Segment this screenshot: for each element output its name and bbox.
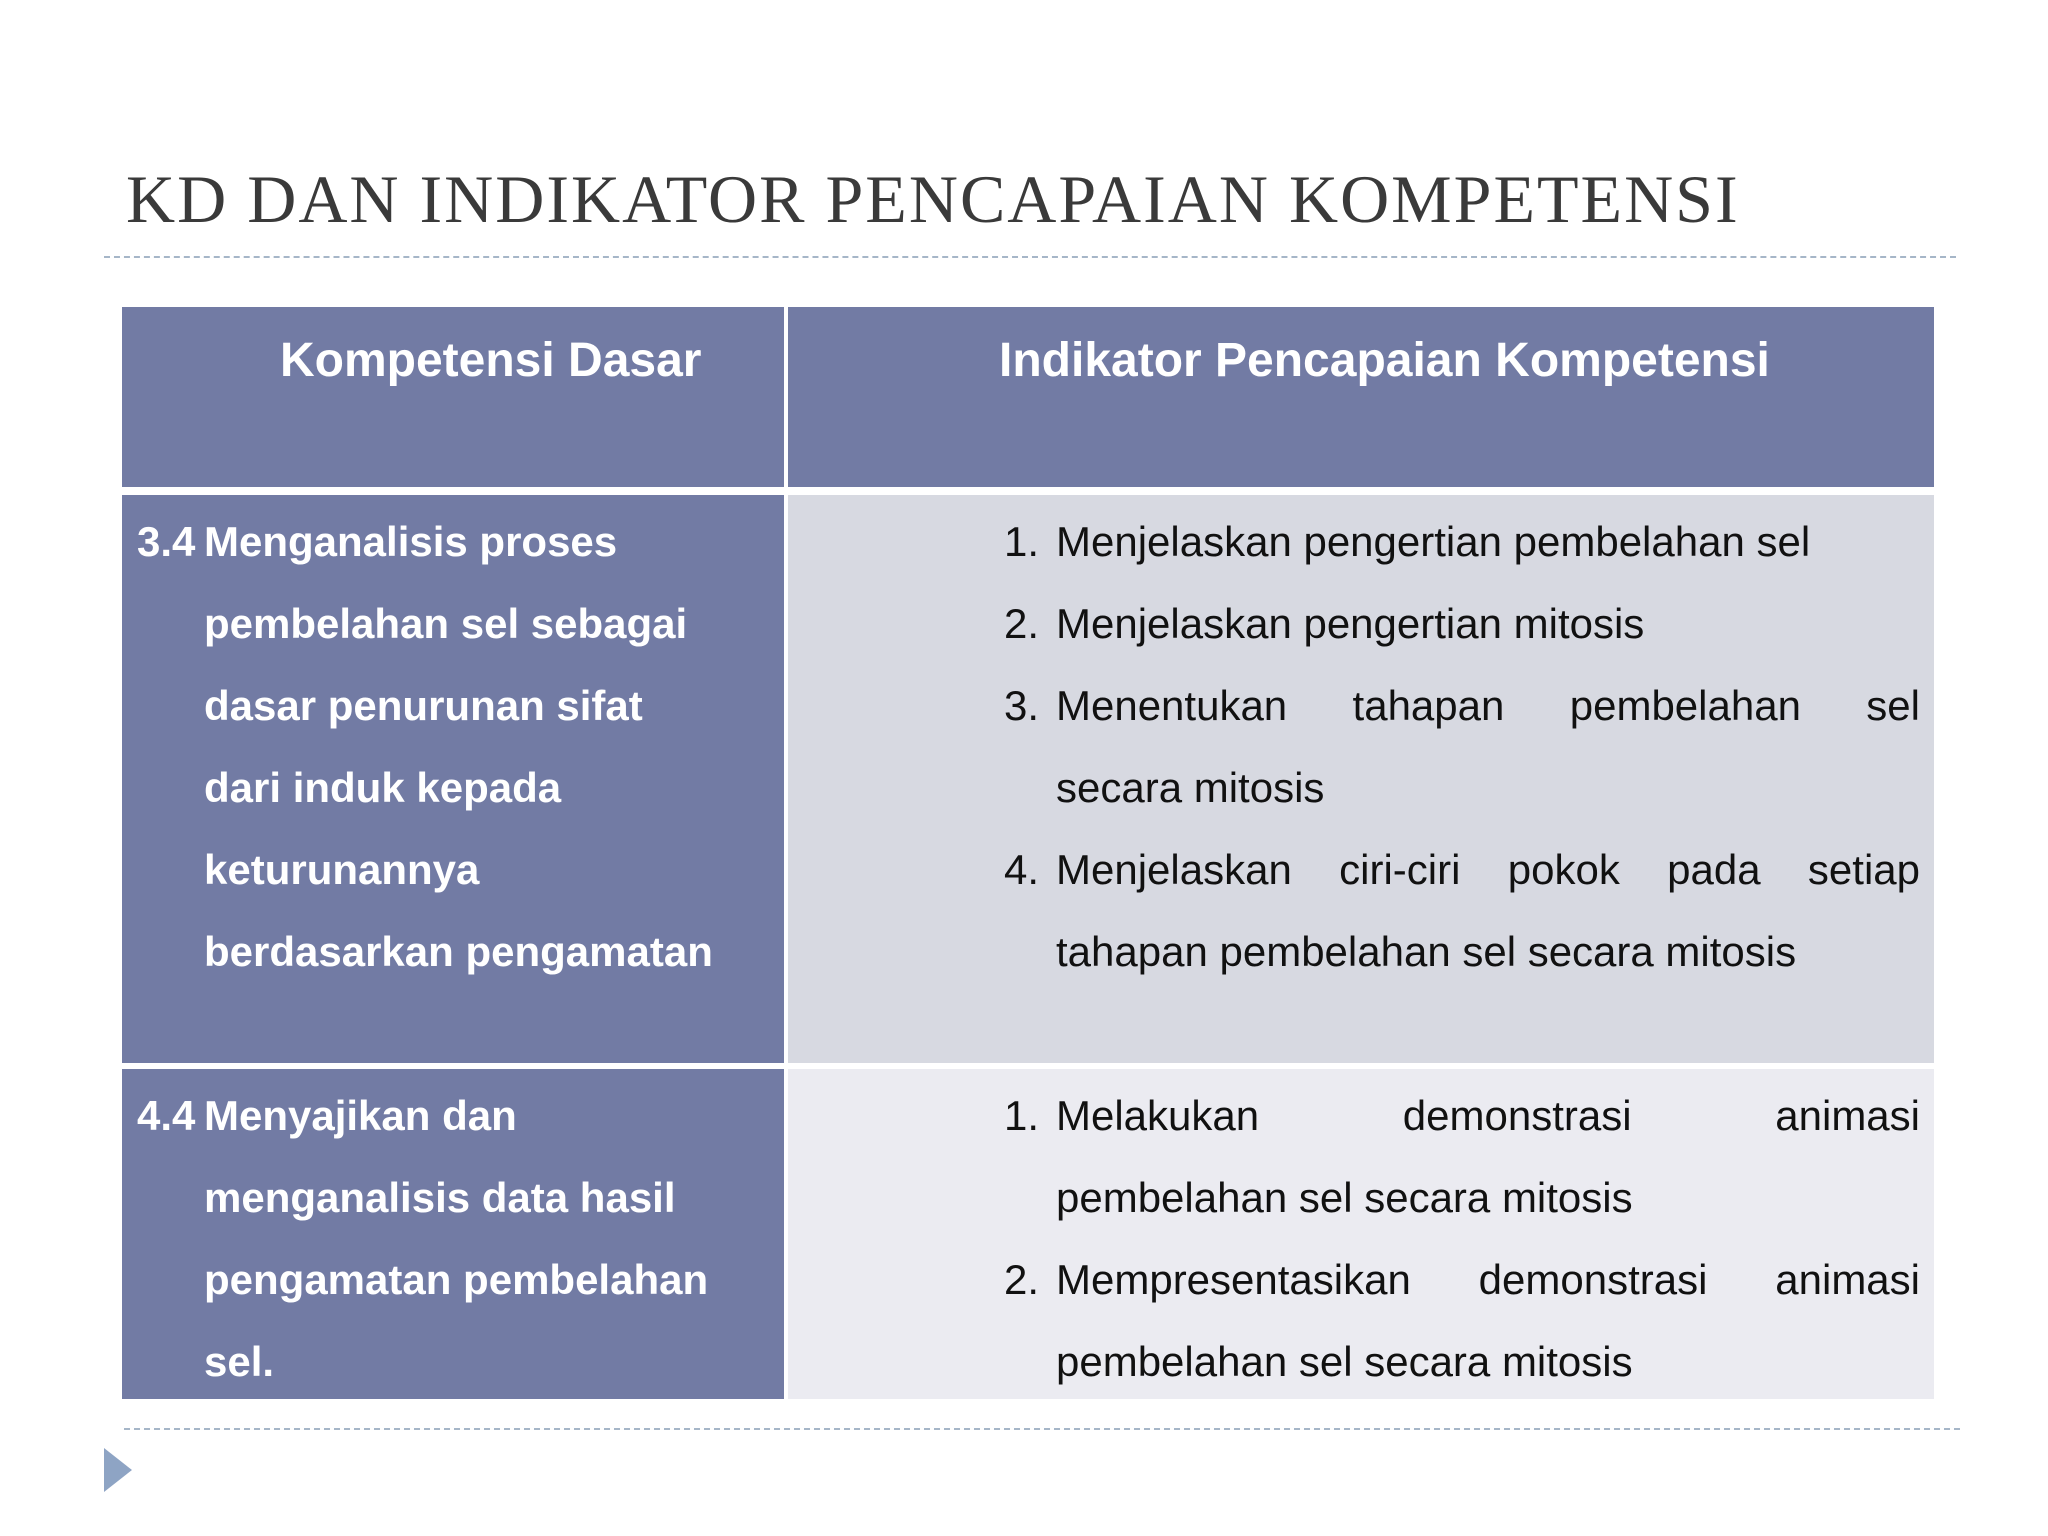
indicator-text-line: pembelahan sel secara mitosis: [1056, 1338, 1633, 1385]
kd-text-line: pengamatan pembelahan: [204, 1256, 709, 1303]
indicator-text-line: secara mitosis: [1056, 764, 1325, 811]
kd-text-line: pembelahan sel sebagai: [204, 600, 688, 647]
competency-table: [122, 307, 1934, 1399]
kd-text-line: Menyajikan dan: [204, 1092, 517, 1139]
list-number: 2.: [1004, 1256, 1040, 1303]
list-item: [1004, 829, 1920, 993]
list-number: 3.: [1004, 682, 1040, 729]
list-item: [1004, 665, 1920, 829]
indicator-text-line: Menjelaskan pengertian mitosis: [1056, 600, 1645, 647]
indicator-text-line: Menentukan tahapan pembelahan sel: [1056, 682, 1920, 729]
indicator-list: [1004, 1075, 1920, 1403]
header-kompetensi-dasar: Kompetensi Dasar: [122, 307, 784, 487]
list-number: 4.: [1004, 846, 1040, 893]
footer-divider: [124, 1428, 1960, 1430]
list-item: [1004, 1075, 1920, 1239]
list-item: [1004, 1239, 1920, 1403]
kd-text-line: berdasarkan pengamatan: [204, 928, 713, 975]
kd-text-line: keturunannya: [204, 846, 480, 893]
kd-number: 4.4: [137, 1092, 196, 1139]
indicator-cell-4-4: [788, 1069, 1934, 1399]
kd-text-line: menganalisis data hasil: [204, 1174, 676, 1221]
list-item: [1004, 501, 1920, 583]
kd-text-line: dari induk kepada: [204, 764, 562, 811]
indicator-list: [1004, 501, 1920, 993]
kd-number: 3.4: [137, 518, 196, 565]
header-indikator: Indikator Pencapaian Kompetensi: [788, 307, 1934, 487]
indicator-text-line: Menjelaskan pengertian pembelahan sel: [1056, 518, 1811, 565]
list-number: 1.: [1004, 1092, 1040, 1139]
kd-text-line: sel.: [204, 1338, 275, 1385]
kd-text-line: dasar penurunan sifat: [204, 682, 643, 729]
indicator-text-line: pembelahan sel secara mitosis: [1056, 1174, 1633, 1221]
indicator-cell-3-4: [788, 495, 1934, 1063]
slide-title: KD DAN INDIKATOR PENCAPAIAN KOMPETENSI: [126, 161, 1740, 237]
triangle-bullet-icon: [104, 1448, 132, 1492]
indicator-text-line: Mempresentasikan demonstrasi animasi: [1056, 1256, 1920, 1303]
indicator-text-line: Menjelaskan ciri-ciri pokok pada setiap: [1056, 846, 1920, 893]
list-number: 1.: [1004, 518, 1040, 565]
indicator-text-line: tahapan pembelahan sel secara mitosis: [1056, 928, 1797, 975]
indicator-text-line: Melakukan demonstrasi animasi: [1056, 1092, 1920, 1139]
list-number: 2.: [1004, 600, 1040, 647]
kd-text-line: Menganalisis proses: [204, 518, 618, 565]
kd-cell-3-4: [122, 495, 784, 1063]
kd-cell-4-4: [122, 1069, 784, 1399]
list-item: [1004, 583, 1920, 665]
title-divider: [104, 256, 1956, 258]
